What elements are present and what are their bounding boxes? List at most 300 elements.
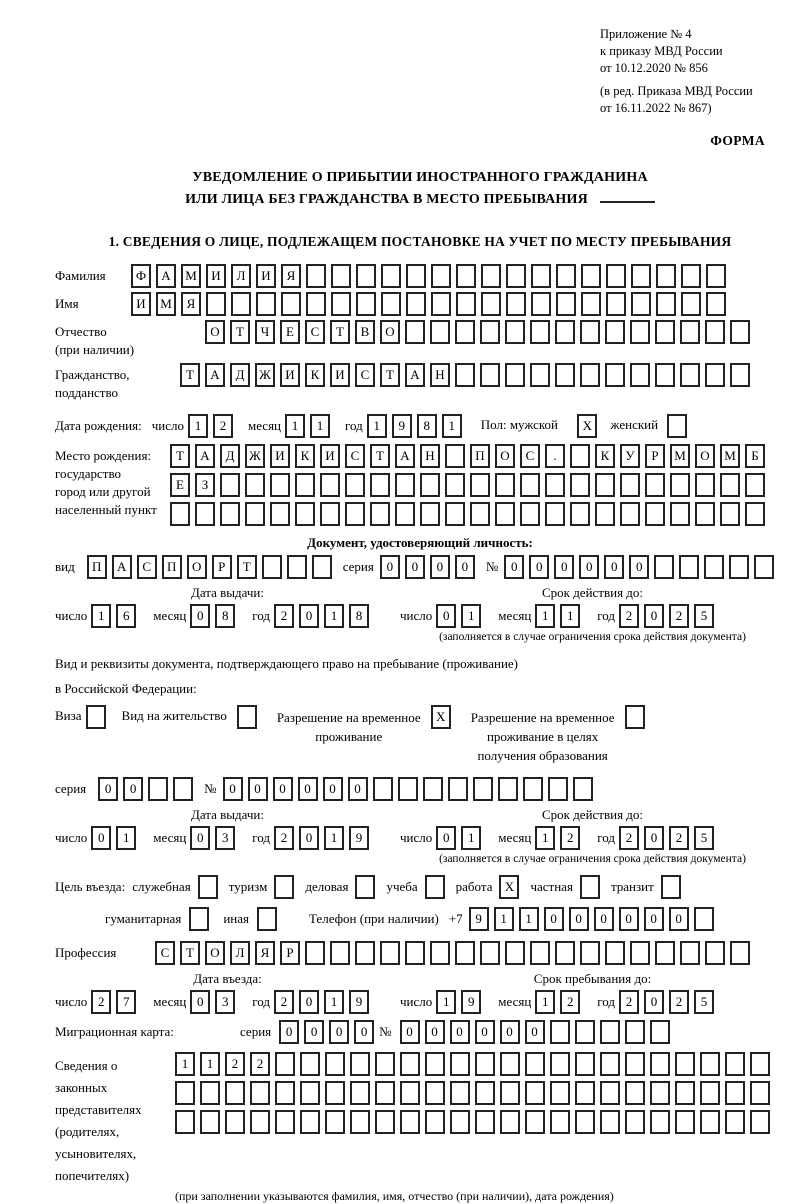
char-cell[interactable]: 1 [494,907,514,931]
char-cell[interactable]: 0 [436,604,456,628]
char-cell[interactable] [406,264,426,288]
char-cell[interactable] [270,502,290,526]
char-cell[interactable] [600,1052,620,1076]
char-cell[interactable] [656,264,676,288]
char-cell[interactable] [630,320,650,344]
char-cell[interactable] [375,1081,395,1105]
char-cell[interactable]: П [162,555,182,579]
char-cell[interactable] [675,1052,695,1076]
char-cell[interactable]: П [470,444,490,468]
char-cell[interactable] [750,1110,770,1134]
char-cell[interactable] [431,264,451,288]
char-cell[interactable]: О [380,320,400,344]
char-cell[interactable]: 2 [274,604,294,628]
char-cell[interactable]: И [270,444,290,468]
char-cell[interactable] [375,1052,395,1076]
char-cell[interactable]: 2 [213,414,233,438]
purpose-private-checkbox[interactable] [580,875,600,899]
char-cell[interactable] [670,473,690,497]
char-cell[interactable]: 2 [274,826,294,850]
char-cell[interactable] [195,502,215,526]
char-cell[interactable]: Т [237,555,257,579]
char-cell[interactable] [455,320,475,344]
char-cell[interactable] [695,473,715,497]
char-cell[interactable] [750,1052,770,1076]
char-cell[interactable] [505,363,525,387]
char-cell[interactable]: Е [170,473,190,497]
char-cell[interactable]: 0 [644,826,664,850]
char-cell[interactable] [200,1081,220,1105]
char-cell[interactable] [555,320,575,344]
char-cell[interactable] [530,320,550,344]
char-cell[interactable]: 9 [349,990,369,1014]
char-cell[interactable] [650,1081,670,1105]
char-cell[interactable] [245,502,265,526]
char-cell[interactable]: 0 [644,990,664,1014]
char-cell[interactable]: 0 [223,777,243,801]
char-cell[interactable] [679,555,699,579]
char-cell[interactable] [275,1052,295,1076]
char-cell[interactable]: Р [212,555,232,579]
char-cell[interactable] [331,292,351,316]
char-cell[interactable]: 0 [323,777,343,801]
char-cell[interactable] [525,1081,545,1105]
char-cell[interactable]: З [195,473,215,497]
char-cell[interactable]: Т [180,363,200,387]
char-cell[interactable]: 1 [461,604,481,628]
char-cell[interactable] [694,907,714,931]
char-cell[interactable] [430,320,450,344]
char-cell[interactable]: 1 [285,414,305,438]
char-cell[interactable] [555,363,575,387]
char-cell[interactable] [450,1052,470,1076]
char-cell[interactable]: 0 [475,1020,495,1044]
char-cell[interactable] [700,1052,720,1076]
char-cell[interactable]: 0 [299,826,319,850]
char-cell[interactable] [706,264,726,288]
char-cell[interactable] [605,941,625,965]
char-cell[interactable] [325,1110,345,1134]
char-cell[interactable] [455,941,475,965]
char-cell[interactable] [500,1081,520,1105]
char-cell[interactable]: 2 [619,990,639,1014]
char-cell[interactable]: Т [380,363,400,387]
char-cell[interactable]: О [205,320,225,344]
char-cell[interactable] [650,1052,670,1076]
char-cell[interactable]: 8 [215,604,235,628]
char-cell[interactable]: . [545,444,565,468]
char-cell[interactable] [705,320,725,344]
char-cell[interactable] [375,1110,395,1134]
char-cell[interactable]: 7 [116,990,136,1014]
char-cell[interactable] [520,502,540,526]
char-cell[interactable] [730,363,750,387]
char-cell[interactable] [430,941,450,965]
char-cell[interactable] [630,363,650,387]
purpose-humanitarian-checkbox[interactable] [189,907,209,931]
char-cell[interactable] [206,292,226,316]
char-cell[interactable]: 2 [669,826,689,850]
char-cell[interactable] [620,473,640,497]
char-cell[interactable]: 1 [324,826,344,850]
char-cell[interactable]: Е [280,320,300,344]
char-cell[interactable]: А [195,444,215,468]
purpose-work-checkbox[interactable]: X [499,875,519,899]
char-cell[interactable]: 1 [535,826,555,850]
char-cell[interactable] [345,502,365,526]
char-cell[interactable] [730,320,750,344]
char-cell[interactable] [530,941,550,965]
char-cell[interactable]: Л [230,941,250,965]
char-cell[interactable]: 0 [594,907,614,931]
char-cell[interactable]: 2 [560,990,580,1014]
char-cell[interactable] [420,473,440,497]
char-cell[interactable] [400,1110,420,1134]
char-cell[interactable] [450,1110,470,1134]
char-cell[interactable]: И [206,264,226,288]
char-cell[interactable] [600,1081,620,1105]
char-cell[interactable] [645,473,665,497]
char-cell[interactable] [395,502,415,526]
char-cell[interactable] [281,292,301,316]
char-cell[interactable]: Я [281,264,301,288]
char-cell[interactable]: 1 [436,990,456,1014]
char-cell[interactable]: В [355,320,375,344]
char-cell[interactable]: И [256,264,276,288]
char-cell[interactable] [655,941,675,965]
char-cell[interactable] [406,292,426,316]
char-cell[interactable]: О [495,444,515,468]
char-cell[interactable] [355,941,375,965]
char-cell[interactable]: 0 [299,604,319,628]
char-cell[interactable]: 1 [367,414,387,438]
char-cell[interactable]: 0 [299,990,319,1014]
char-cell[interactable] [250,1110,270,1134]
char-cell[interactable]: К [305,363,325,387]
char-cell[interactable]: 0 [279,1020,299,1044]
char-cell[interactable] [431,292,451,316]
char-cell[interactable] [370,473,390,497]
char-cell[interactable] [448,777,468,801]
char-cell[interactable] [681,292,701,316]
char-cell[interactable] [300,1052,320,1076]
char-cell[interactable]: Т [170,444,190,468]
char-cell[interactable]: А [405,363,425,387]
char-cell[interactable] [306,264,326,288]
char-cell[interactable]: 0 [400,1020,420,1044]
char-cell[interactable]: 1 [324,990,344,1014]
char-cell[interactable] [423,777,443,801]
char-cell[interactable] [645,502,665,526]
purpose-tourism-checkbox[interactable] [274,875,294,899]
char-cell[interactable]: 1 [116,826,136,850]
char-cell[interactable]: 0 [91,826,111,850]
char-cell[interactable] [300,1081,320,1105]
char-cell[interactable] [520,473,540,497]
char-cell[interactable]: Я [181,292,201,316]
char-cell[interactable]: 9 [469,907,489,931]
char-cell[interactable] [631,292,651,316]
char-cell[interactable]: Д [230,363,250,387]
char-cell[interactable]: 0 [430,555,450,579]
char-cell[interactable] [295,473,315,497]
char-cell[interactable]: А [395,444,415,468]
char-cell[interactable] [170,502,190,526]
char-cell[interactable] [675,1110,695,1134]
char-cell[interactable] [395,473,415,497]
char-cell[interactable]: 1 [188,414,208,438]
char-cell[interactable] [545,502,565,526]
purpose-commercial-checkbox[interactable] [355,875,375,899]
char-cell[interactable]: 1 [324,604,344,628]
char-cell[interactable] [320,502,340,526]
purpose-study-checkbox[interactable] [425,875,445,899]
char-cell[interactable] [745,473,765,497]
char-cell[interactable] [350,1052,370,1076]
char-cell[interactable] [506,264,526,288]
char-cell[interactable]: Р [280,941,300,965]
char-cell[interactable] [656,292,676,316]
char-cell[interactable]: Л [231,264,251,288]
char-cell[interactable] [373,777,393,801]
char-cell[interactable] [445,444,465,468]
char-cell[interactable] [275,1110,295,1134]
char-cell[interactable]: О [205,941,225,965]
char-cell[interactable] [481,292,501,316]
char-cell[interactable]: 0 [425,1020,445,1044]
char-cell[interactable] [345,473,365,497]
char-cell[interactable]: 2 [560,826,580,850]
char-cell[interactable] [625,1020,645,1044]
char-cell[interactable] [500,1110,520,1134]
char-cell[interactable] [480,941,500,965]
char-cell[interactable]: 0 [354,1020,374,1044]
char-cell[interactable] [545,473,565,497]
char-cell[interactable]: Ф [131,264,151,288]
char-cell[interactable] [312,555,332,579]
char-cell[interactable] [380,941,400,965]
char-cell[interactable]: 1 [560,604,580,628]
char-cell[interactable]: О [187,555,207,579]
char-cell[interactable]: Я [255,941,275,965]
char-cell[interactable]: М [156,292,176,316]
char-cell[interactable]: И [320,444,340,468]
char-cell[interactable] [473,777,493,801]
char-cell[interactable] [445,473,465,497]
char-cell[interactable] [555,941,575,965]
char-cell[interactable]: 2 [91,990,111,1014]
char-cell[interactable]: С [305,320,325,344]
char-cell[interactable]: 0 [544,907,564,931]
char-cell[interactable] [245,473,265,497]
char-cell[interactable]: 3 [215,826,235,850]
char-cell[interactable] [575,1052,595,1076]
char-cell[interactable] [306,292,326,316]
char-cell[interactable]: 0 [644,604,664,628]
char-cell[interactable] [173,777,193,801]
char-cell[interactable] [275,1081,295,1105]
char-cell[interactable]: 1 [310,414,330,438]
char-cell[interactable]: 1 [519,907,539,931]
char-cell[interactable]: Ч [255,320,275,344]
char-cell[interactable]: 0 [644,907,664,931]
char-cell[interactable] [270,473,290,497]
char-cell[interactable] [704,555,724,579]
char-cell[interactable]: М [720,444,740,468]
char-cell[interactable]: 0 [298,777,318,801]
char-cell[interactable]: 0 [273,777,293,801]
char-cell[interactable] [700,1110,720,1134]
char-cell[interactable] [475,1052,495,1076]
char-cell[interactable]: 5 [694,604,714,628]
char-cell[interactable] [531,292,551,316]
char-cell[interactable] [320,473,340,497]
char-cell[interactable]: 0 [329,1020,349,1044]
sex-female-checkbox[interactable] [667,414,687,438]
char-cell[interactable]: 2 [669,604,689,628]
char-cell[interactable] [220,473,240,497]
char-cell[interactable] [525,1052,545,1076]
char-cell[interactable]: К [295,444,315,468]
temp-permit-checkbox[interactable]: X [431,705,451,729]
char-cell[interactable]: 0 [554,555,574,579]
char-cell[interactable] [625,1110,645,1134]
char-cell[interactable]: 5 [694,990,714,1014]
char-cell[interactable]: 0 [190,826,210,850]
char-cell[interactable]: 1 [535,990,555,1014]
char-cell[interactable]: 2 [225,1052,245,1076]
char-cell[interactable]: 0 [629,555,649,579]
char-cell[interactable] [675,1081,695,1105]
char-cell[interactable] [570,473,590,497]
char-cell[interactable] [745,502,765,526]
char-cell[interactable] [580,320,600,344]
char-cell[interactable] [356,264,376,288]
char-cell[interactable] [631,264,651,288]
char-cell[interactable] [200,1110,220,1134]
char-cell[interactable] [531,264,551,288]
edu-permit-checkbox[interactable] [625,705,645,729]
char-cell[interactable]: 0 [405,555,425,579]
char-cell[interactable]: Д [220,444,240,468]
char-cell[interactable] [505,320,525,344]
char-cell[interactable] [600,1020,620,1044]
char-cell[interactable]: Ж [255,363,275,387]
char-cell[interactable] [300,1110,320,1134]
char-cell[interactable] [625,1052,645,1076]
char-cell[interactable] [331,264,351,288]
char-cell[interactable] [581,264,601,288]
sex-male-checkbox[interactable]: X [577,414,597,438]
char-cell[interactable]: 6 [116,604,136,628]
char-cell[interactable] [405,941,425,965]
char-cell[interactable]: 0 [248,777,268,801]
char-cell[interactable]: 5 [694,826,714,850]
char-cell[interactable] [705,941,725,965]
char-cell[interactable] [250,1081,270,1105]
char-cell[interactable]: 0 [304,1020,324,1044]
char-cell[interactable]: 2 [274,990,294,1014]
char-cell[interactable] [256,292,276,316]
char-cell[interactable]: П [87,555,107,579]
char-cell[interactable] [295,502,315,526]
char-cell[interactable] [725,1110,745,1134]
char-cell[interactable] [550,1081,570,1105]
char-cell[interactable]: У [620,444,640,468]
char-cell[interactable] [425,1081,445,1105]
char-cell[interactable]: Т [330,320,350,344]
char-cell[interactable] [580,941,600,965]
char-cell[interactable]: А [205,363,225,387]
char-cell[interactable] [220,502,240,526]
char-cell[interactable] [455,363,475,387]
char-cell[interactable] [330,941,350,965]
purpose-other-checkbox[interactable] [257,907,277,931]
char-cell[interactable] [625,1081,645,1105]
char-cell[interactable] [370,502,390,526]
char-cell[interactable] [570,502,590,526]
char-cell[interactable] [381,264,401,288]
char-cell[interactable]: 0 [500,1020,520,1044]
char-cell[interactable]: 0 [98,777,118,801]
char-cell[interactable]: И [131,292,151,316]
char-cell[interactable] [225,1110,245,1134]
char-cell[interactable] [287,555,307,579]
char-cell[interactable] [730,941,750,965]
char-cell[interactable]: М [181,264,201,288]
char-cell[interactable]: 0 [450,1020,470,1044]
char-cell[interactable]: 2 [619,826,639,850]
char-cell[interactable] [720,473,740,497]
visa-checkbox[interactable] [86,705,106,729]
char-cell[interactable] [605,320,625,344]
char-cell[interactable]: 2 [669,990,689,1014]
char-cell[interactable] [573,777,593,801]
char-cell[interactable] [495,473,515,497]
char-cell[interactable] [630,941,650,965]
char-cell[interactable]: 8 [417,414,437,438]
char-cell[interactable] [670,502,690,526]
char-cell[interactable] [505,941,525,965]
char-cell[interactable]: 3 [215,990,235,1014]
char-cell[interactable]: 9 [461,990,481,1014]
char-cell[interactable]: 0 [504,555,524,579]
char-cell[interactable]: Т [370,444,390,468]
purpose-transit-checkbox[interactable] [661,875,681,899]
char-cell[interactable] [525,1110,545,1134]
char-cell[interactable] [580,363,600,387]
char-cell[interactable] [725,1052,745,1076]
char-cell[interactable] [148,777,168,801]
char-cell[interactable] [720,502,740,526]
char-cell[interactable] [725,1081,745,1105]
char-cell[interactable] [654,555,674,579]
char-cell[interactable] [480,363,500,387]
char-cell[interactable] [606,292,626,316]
char-cell[interactable]: 0 [529,555,549,579]
char-cell[interactable] [620,502,640,526]
char-cell[interactable]: Б [745,444,765,468]
char-cell[interactable]: К [595,444,615,468]
char-cell[interactable]: 1 [175,1052,195,1076]
char-cell[interactable] [305,941,325,965]
char-cell[interactable] [575,1020,595,1044]
char-cell[interactable]: М [670,444,690,468]
char-cell[interactable] [581,292,601,316]
char-cell[interactable] [456,264,476,288]
char-cell[interactable] [680,320,700,344]
char-cell[interactable]: 2 [619,604,639,628]
